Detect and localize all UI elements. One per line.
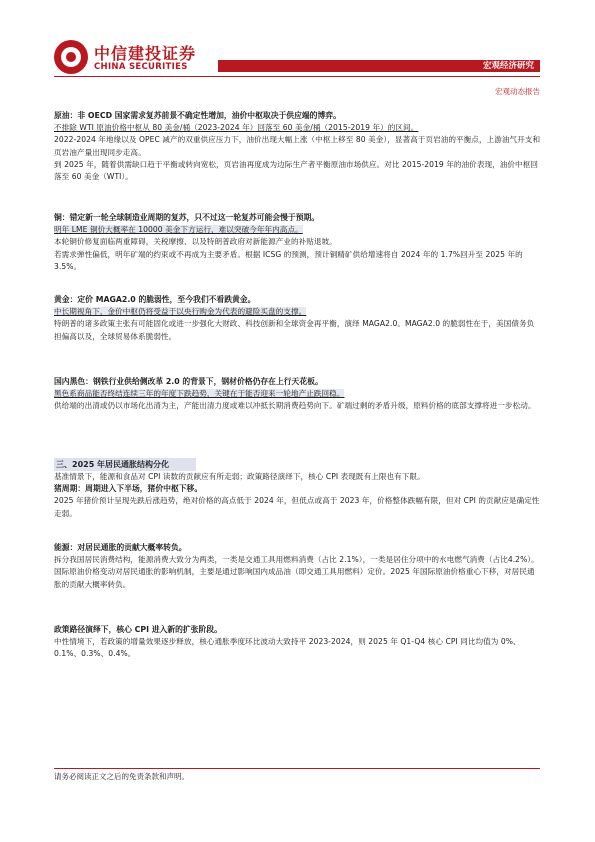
pork-paragraph: 2025 年猪价预计呈现先跌后涨趋势，绝对价格的高点低于 2024 年，但低点或高于 2023 年，价格整体跌幅有限，但对 CPI 的贡献应是确定性走弱。 xyxy=(54,496,540,518)
logo-emblem-icon xyxy=(54,40,88,74)
gold-paragraph-1: 特朗普的诸多政策主张有可能固化或进一步强化大财政、科技创新和全球资金再平衡，演绎 MAGA2.0。MAGA2.0 的脆弱性在于，美国债务负担偏高以及，全球贸易体系脆弱性。 xyxy=(54,319,535,341)
policy-paragraph: 中性情境下，若政策的增量效果逐步释放，核心通胀季度环比波动大致持平 2023-2024，则 2025 年 Q1-Q4 核心 CPI 同比均值为 0%、0.1%、0.3%、0.4%。 xyxy=(54,637,521,659)
oil-paragraph-1: 2022-2024 年地缘以及 OPEC 减产的双重供应压力下，油价出现大幅上涨（中枢上移至 80 美金），显著高于页岩油的平衡点，上游油气开支和页岩油产量出现同步走高。 xyxy=(54,135,541,157)
copper-key-line: 明年 LME 铜价大概率在 10000 美金下方运行，难以突破今年年内高点。 xyxy=(54,225,303,235)
logo-english-name: CHINA SECURITIES xyxy=(94,62,188,72)
footer-disclaimer: 请务必阅读正文之后的免责条款和声明。 xyxy=(54,772,189,781)
policy-heading: 政策路径演绎下，核心 CPI 进入新的扩张阶段。 xyxy=(54,625,222,634)
inflation-intro: 基准情景下，能源和食品对 CPI 读数的贡献应有所走弱；政策路径演绎下，核心 CPI 表现既有上限也有下限。 xyxy=(54,472,425,481)
copper-paragraph-1: 本轮铜价修复面临两重障碍，关税摩擦、以及特朗普政府对新能源产业的补贴退坡。 xyxy=(54,237,337,247)
gold-heading: 黄金：定价 MAGA2.0 的脆弱性，至今我们不看跌黄金。 xyxy=(54,295,256,304)
section-title: 三、2025 年居民通胀结构分化 xyxy=(54,458,196,471)
copper-section xyxy=(54,212,541,273)
gold-key-line: 中长期视角下，金价中枢仍将受益于以央行购金为代表的避险买盘的支撑。 xyxy=(54,307,307,317)
energy-section xyxy=(54,542,541,591)
energy-paragraph-2: 国际原油价格变动对居民通胀的影响机制，主要是通过影响国内成品油（即交通工具用燃料）定价。2025 年国际原油价格重心下移，对居民通胀的贡献大概率转负。 xyxy=(54,567,535,589)
logo-chinese-name: 中信建投证券 xyxy=(94,44,197,63)
company-logo xyxy=(54,38,204,78)
footer-divider xyxy=(54,768,540,769)
ferrous-paragraph-1: 供给端的出清或仍以市场化出清为主，产能出清力度或难以冲抵长期消费趋势向下。矿端过剩的矛盾升级，原料价格的底部支撑将进一步松动。 xyxy=(54,401,536,411)
header-divider xyxy=(54,76,540,77)
energy-paragraph-1: 拆分我国居民消费结构，能源消费大致分为两类，一类是交通工具用燃料消费（占比 2.1%），一类是居住分项中的水电燃气消费（占比4.2%）。 xyxy=(54,555,539,565)
oil-section xyxy=(54,110,541,183)
ferrous-section xyxy=(54,376,541,413)
energy-heading: 能源：对居民通胀的贡献大概率转负。 xyxy=(54,543,187,552)
oil-key-line: 不排除 WTI 原油价格中枢从 80 美金/桶（2023-2024 年）回落至 60 美金/桶（2015-2019 年）的区间。 xyxy=(54,123,419,133)
policy-section xyxy=(54,624,541,661)
pork-heading: 猪周期：周期进入下半场，猪价中枢下移。 xyxy=(54,484,203,494)
ferrous-key-line: 黑色系商品能否终结连续三年的年度下跌趋势，关键在于能否迎来一轮地产止跌回稳。 xyxy=(54,389,345,399)
copper-heading: 铜：错定新一轮全球制造业周期的复苏，只不过这一轮复苏可能会慢于预期。 xyxy=(54,213,320,222)
header-bar xyxy=(218,60,540,72)
ferrous-heading: 国内黑色：钢铁行业供给侧改革 2.0 的背景下，钢材价格仍存在上行天花板。 xyxy=(54,377,323,386)
report-category: 宏观经济研究 xyxy=(482,61,534,71)
inflation-section xyxy=(54,452,541,520)
copper-paragraph-2: 若需求弹性偏低，明年矿端的约束或不再成为主要矛盾。根据 ICSG 的预测，预计铜精矿供给增速将自 2024 年的 1.7%回升至 2025 年的 3.5%。 xyxy=(54,249,523,271)
gold-section xyxy=(54,294,541,343)
report-type: 宏观动态报告 xyxy=(495,87,540,96)
oil-heading: 原油：非 OECD 国家需求复苏前景不确定性增加，油价中枢取决于供应端的博弈。 xyxy=(54,111,341,120)
oil-paragraph-2: 到 2025 年，随着供需缺口趋于平衡或转向宽松，页岩油再度成为边际生产者平衡原油市场供应。对比 2015-2019 年的油价表现，油价中枢回落至 60 美金（WTI）。 xyxy=(54,159,538,182)
